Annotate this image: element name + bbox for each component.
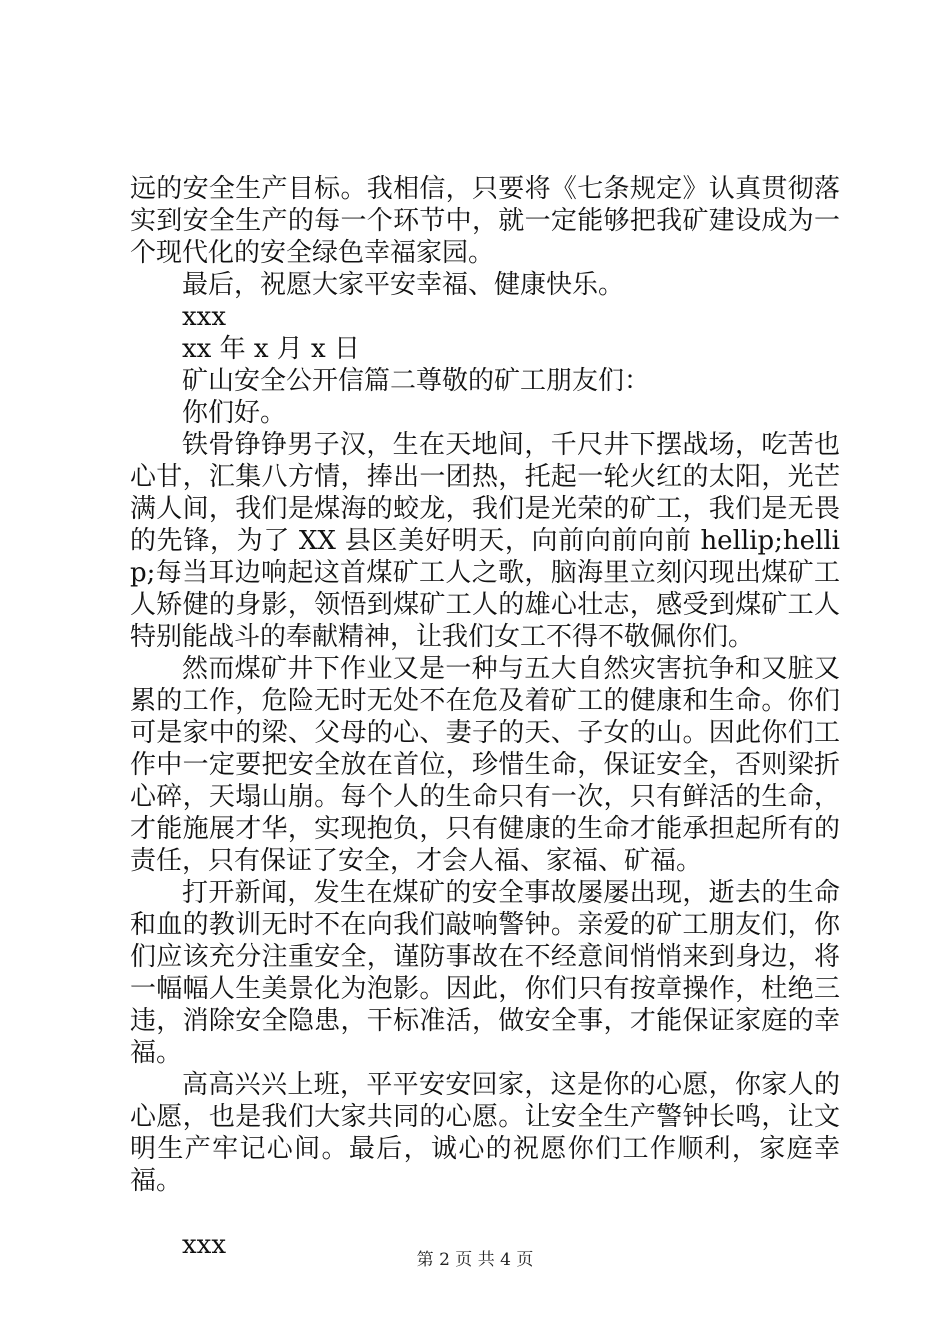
blank-line	[130, 1197, 840, 1229]
paragraph-news: 打开新闻，发生在煤矿的安全事故屡屡出现，逝去的生命和血的教训无时不在向我们敲响警钟。亲爱的矿工朋友们，你们应该充分注重安全，谨防事故在不经意间悄悄来到身边，将一幅幅人生美景化为泡影。因此，你们只有按章操作，杜绝三违，消除安全隐患，干标准活，做安全事，才能保证家庭的幸福。	[130, 878, 840, 1068]
section-heading-letter-two: 矿山安全公开信篇二尊敬的矿工朋友们：	[182, 366, 651, 396]
paragraph-closing-wish: 最后，祝愿大家平安幸福、健康快乐。	[182, 270, 625, 300]
signature-name: xxx	[182, 302, 226, 332]
signature-date: xx 年 x 月 x 日	[182, 334, 360, 364]
greeting: 你们好。	[182, 398, 287, 428]
paragraph-continuation: 远的安全生产目标。我相信，只要将《七条规定》认真贯彻落实到安全生产的每一个环节中，就一定能够把我矿建设成为一个现代化的安全绿色幸福家园。	[130, 174, 840, 268]
paragraph-danger: 然而煤矿井下作业又是一种与五大自然灾害抗争和又脏又累的工作，危险无时无处不在危及着矿工的健康和生命。你们可是家中的梁、父母的心、妻子的天、子女的山。因此你们工作中一定要把安全放在首位，珍惜生命，保证安全，否则梁折心碎，天塌山崩。每个人的生命只有一次，只有鲜活的生命，才能施展才华，实现抱负，只有健康的生命才能承担起所有的责任，只有保证了安全，才会人福、家福、矿福。	[130, 654, 840, 876]
signature-name-2: xxx	[182, 1230, 226, 1260]
paragraph-wishes: 高高兴兴上班，平平安安回家，这是你的心愿，你家人的心愿，也是我们大家共同的心愿。让安全生产警钟长鸣，让文明生产牢记心间。最后，诚心的祝愿你们工作顺利，家庭幸福。	[130, 1070, 840, 1196]
document-body	[130, 173, 840, 1261]
page-number-footer: 第 2 页 共 4 页	[416, 1250, 534, 1270]
paragraph-miners-song: 铁骨铮铮男子汉，生在天地间，千尺井下摆战场，吃苦也心甘，汇集八方情，捧出一团热，托起一轮火红的太阳，光芒满人间，我们是煤海的蛟龙，我们是光荣的矿工，我们是无畏的先锋，为了 XX 县区美好明天，向前向前向前 hellip;hellip;每当耳边响起这首煤矿工人之歌，脑海里立刻闪现出煤矿工人矫健的身影，领悟到煤矿工人的雄心壮志，感受到煤矿工人特别能战斗的奉献精神，让我们女工不得不敬佩你们。	[130, 430, 840, 652]
